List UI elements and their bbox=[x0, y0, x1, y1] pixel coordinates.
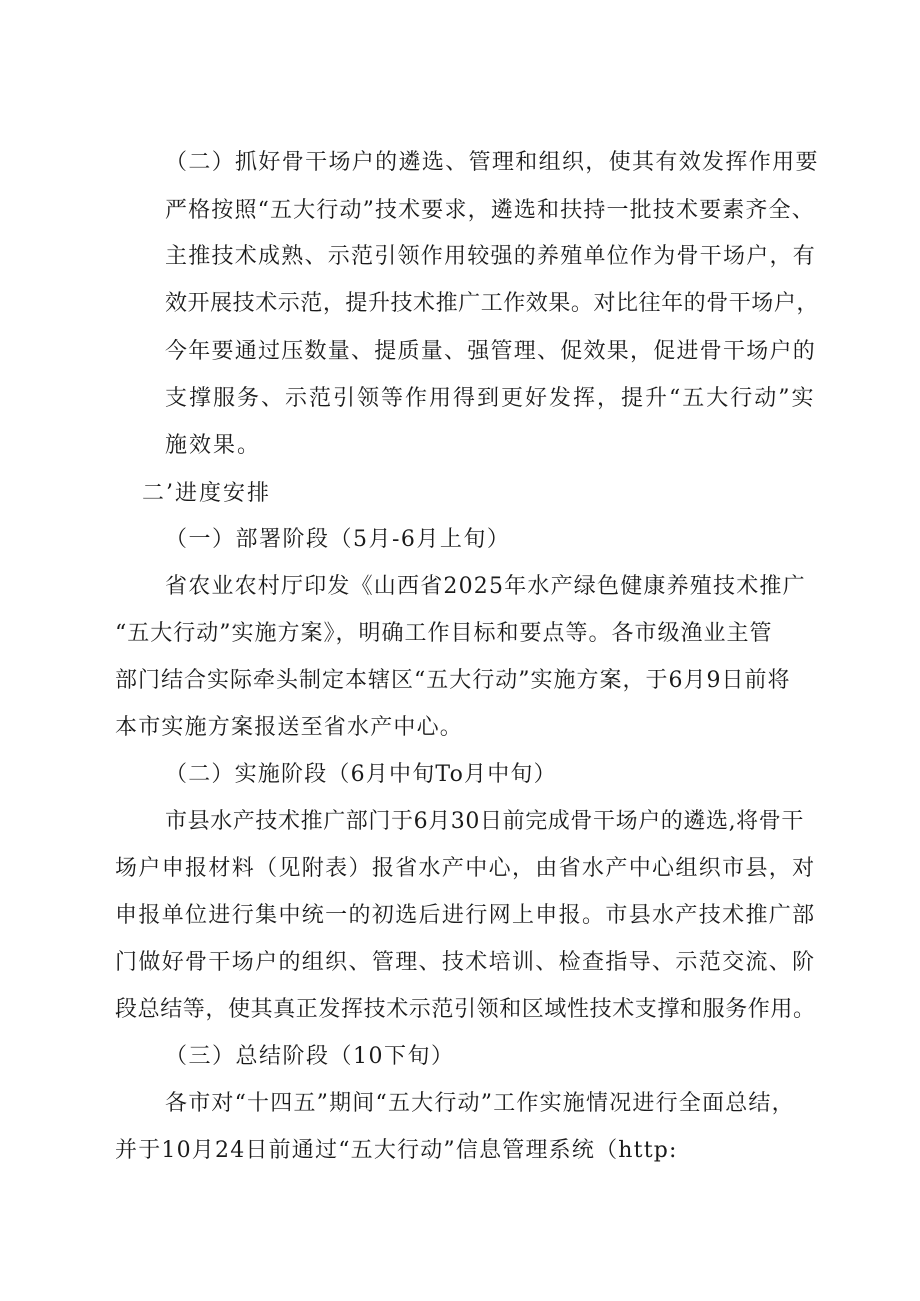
paragraph-line: 本市实施方案报送至省水产中心。 bbox=[115, 715, 464, 740]
paragraph-line: 支撑服务、示范引领等作用得到更好发挥，提升“五大行动”实 bbox=[165, 386, 816, 411]
paragraph-line: 主推技术成熟、示范引领作用较强的养殖单位作为骨干场户，有 bbox=[165, 244, 817, 269]
paragraph-line: 效开展技术示范，提升技术推广工作效果。对比往年的骨干场户， bbox=[165, 291, 819, 316]
paragraph-line: 并于10月24日前通过“五大行动”信息管理系统（http: bbox=[115, 1138, 678, 1163]
subsection-heading: （一）部署阶段（5月-6月上旬） bbox=[165, 527, 511, 552]
paragraph-line: 各市对“十四五”期间“五大行动”工作实施情况进行全面总结， bbox=[165, 1091, 795, 1116]
section-heading-schedule: 二’进度安排 bbox=[142, 481, 271, 506]
subsection-heading: （二）实施阶段（6月中旬To月中旬） bbox=[165, 762, 557, 787]
paragraph-line: 今年要通过压数量、提质量、强管理、促效果，促进骨干场户的 bbox=[165, 339, 817, 364]
paragraph-line: 部门结合实际牵头制定本辖区“五大行动”实施方案，于6月9日前将 bbox=[115, 668, 791, 693]
paragraph-line: “五大行动”实施方案》，明确工作目标和要点等。各市级渔业主管 bbox=[115, 621, 773, 646]
paragraph-line: （二）抓好骨干场户的遴选、管理和组织，使其有效发挥作用要 bbox=[165, 150, 819, 175]
paragraph-line: 省农业农村厅印发《山西省2025年水产绿色健康养殖技术推广 bbox=[165, 574, 806, 599]
paragraph-line: 施效果。 bbox=[165, 433, 262, 458]
paragraph-line: 市县水产技术推广部门于6月30日前完成骨干场户的遴选,将骨干 bbox=[165, 809, 804, 834]
subsection-heading: （三）总结阶段（10下旬） bbox=[165, 1044, 455, 1069]
paragraph-line: 申报单位进行集中统一的初选后进行网上申报。市县水产技术推广部 bbox=[115, 903, 816, 928]
paragraph-line: 严格按照“五大行动”技术要求，遴选和扶持一批技术要素齐全、 bbox=[165, 198, 815, 223]
paragraph-line: 门做好骨干场户的组织、管理、技术培训、检查指导、示范交流、阶 bbox=[115, 950, 816, 975]
paragraph-line: 场户申报材料（见附表）报省水产中心，由省水产中心组织市县，对 bbox=[115, 856, 816, 881]
paragraph-line: 段总结等，使其真正发挥技术示范引领和区域性技术支撑和服务作用。 bbox=[115, 997, 816, 1022]
